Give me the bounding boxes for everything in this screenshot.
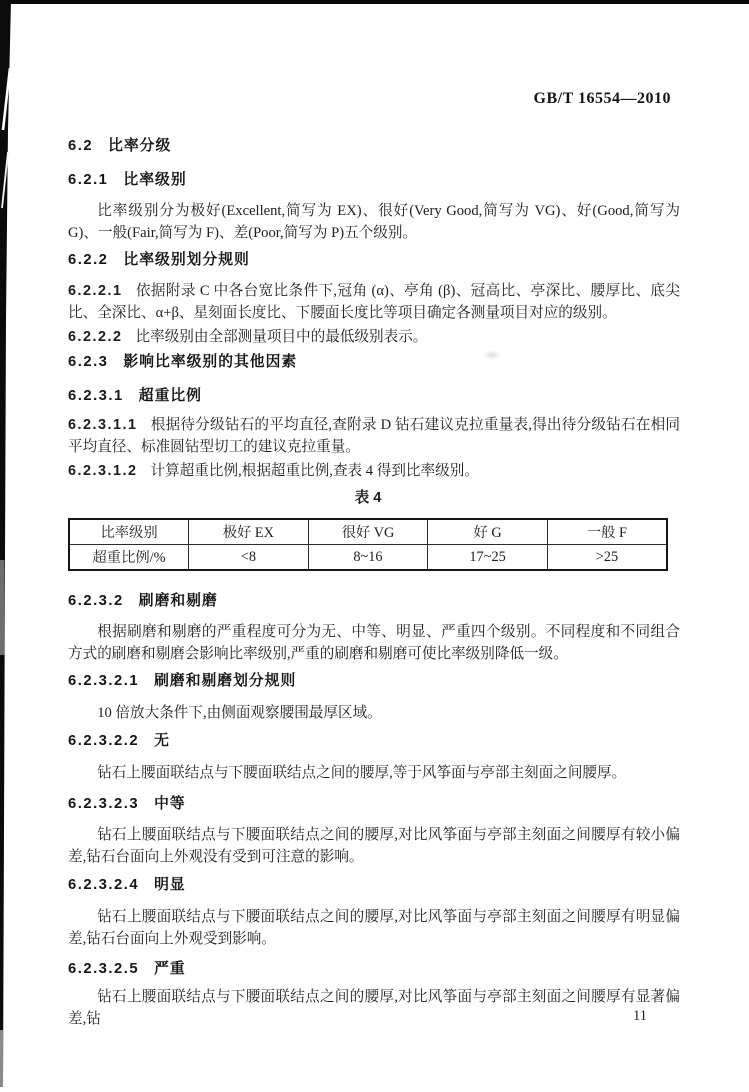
scan-edge-left xyxy=(0,0,14,1087)
heading-6-2-3-2-3 xyxy=(68,796,680,813)
clause-text: 比率级别由全部测量项目中的最低级别表示。 xyxy=(135,329,428,345)
heading-title: 中等 xyxy=(154,796,186,812)
scan-edge-top xyxy=(0,0,749,4)
clause-number: 6.2.2.1 xyxy=(68,283,123,299)
table-header-cell: 极好 EX xyxy=(189,519,309,545)
table-cell: <8 xyxy=(189,545,309,571)
heading-6-2-2 xyxy=(68,252,680,269)
table-header-cell: 比率级别 xyxy=(69,519,189,545)
clause-6-2-3-1-1 xyxy=(68,414,680,458)
overweight-ratio-table xyxy=(68,518,668,571)
heading-number: 6.2.2 xyxy=(68,252,109,268)
heading-6-2-3-2-1 xyxy=(68,673,680,690)
heading-number: 6.2.3.2.3 xyxy=(68,796,140,812)
table-caption: 表 4 xyxy=(354,490,382,506)
heading-6-2-3-2-5 xyxy=(68,961,680,978)
heading-6-2-3-1 xyxy=(68,388,680,405)
heading-number: 6.2.3.2.2 xyxy=(68,733,140,749)
paragraph-severe-level: 钻石上腰面联结点与下腰面联结点之间的腰厚,对比风筝面与亭部主刻面之间腰厚有显著偏差,钻 xyxy=(68,989,680,1027)
table-header-cell: 一般 F xyxy=(547,519,667,545)
clause-6-2-3-1-2 xyxy=(68,460,680,482)
heading-6-2-3 xyxy=(68,354,680,371)
clause-6-2-2-2 xyxy=(68,326,680,348)
heading-title: 比率分级 xyxy=(108,138,172,154)
table-header-row xyxy=(69,519,667,545)
page-number: 11 xyxy=(633,1008,647,1024)
heading-number: 6.2.3.1 xyxy=(68,388,124,404)
heading-6-2-3-2-4 xyxy=(68,877,680,894)
heading-title: 影响比率级别的其他因素 xyxy=(123,354,298,370)
heading-6-2-1 xyxy=(68,172,680,189)
heading-title: 无 xyxy=(154,733,170,749)
paragraph-ratio-levels: 比率级别分为极好(Excellent,简写为 EX)、很好(Very Good,简写为 VG)、好(Good,简写为 G)、一般(Fair,简写为 F)、差(Poor,简写为 P)五个级别。 xyxy=(68,203,680,241)
page-content xyxy=(68,138,680,1030)
heading-number: 6.2.1 xyxy=(68,172,109,188)
heading-title: 比率级别划分规则 xyxy=(123,252,250,268)
table-row xyxy=(69,545,667,571)
table-cell: 超重比例/% xyxy=(69,545,189,571)
document-number: GB/T 16554—2010 xyxy=(533,90,671,107)
clause-number: 6.2.3.1.1 xyxy=(68,417,138,433)
clause-text: 依据附录 C 中各台宽比条件下,冠角 (α)、亭角 (β)、冠高比、亭深比、腰厚比、底尖比、全深比、α+β、星刻面长度比、下腰面长度比等项目确定各测量项目对应的级别。 xyxy=(68,283,680,321)
clause-number: 6.2.3.1.2 xyxy=(68,463,138,479)
scan-edge-left-shape xyxy=(0,0,14,1087)
heading-number: 6.2.3.2.1 xyxy=(68,673,140,689)
clause-text: 计算超重比例,根据超重比例,查表 4 得到比率级别。 xyxy=(150,463,479,479)
heading-title: 比率级别 xyxy=(123,172,187,188)
paragraph-medium-level: 钻石上腰面联结点与下腰面联结点之间的腰厚,对比风筝面与亭部主刻面之间腰厚有较小偏差,钻石台面向上外观没有受到可注意的影响。 xyxy=(68,827,680,865)
table-header-cell: 好 G xyxy=(428,519,548,545)
heading-title: 超重比例 xyxy=(138,388,202,404)
table-cell: >25 xyxy=(547,545,667,571)
clause-number: 6.2.2.2 xyxy=(68,329,123,345)
paragraph-obvious-level: 钻石上腰面联结点与下腰面联结点之间的腰厚,对比风筝面与亭部主刻面之间腰厚有明显偏差,钻石台面向上外观受到影响。 xyxy=(68,909,680,947)
paragraph-observation-rule: 10 倍放大条件下,由侧面观察腰围最厚区域。 xyxy=(97,705,382,721)
heading-6-2-3-2 xyxy=(68,593,680,610)
paragraph-none-level: 钻石上腰面联结点与下腰面联结点之间的腰厚,等于风筝面与亭部主刻面之间腰厚。 xyxy=(97,765,627,781)
heading-title: 刷磨和剔磨划分规则 xyxy=(154,673,297,689)
heading-number: 6.2 xyxy=(68,138,94,154)
heading-title: 明显 xyxy=(154,877,186,893)
paragraph-brush-polish: 根据刷磨和剔磨的严重程度可分为无、中等、明显、严重四个级别。不同程度和不同组合方式的刷磨和剔磨会影响比率级别,严重的刷磨和剔磨可使比率级别降低一级。 xyxy=(68,624,680,662)
clause-6-2-2-1 xyxy=(68,280,680,324)
heading-6-2 xyxy=(68,138,680,155)
clause-text: 根据待分级钻石的平均直径,查附录 D 钻石建议克拉重量表,得出待分级钻石在相同平均直径、标准圆钻型切工的建议克拉重量。 xyxy=(68,417,680,455)
heading-title: 刷磨和剔磨 xyxy=(138,593,218,609)
table-cell: 8~16 xyxy=(308,545,428,571)
heading-title: 严重 xyxy=(154,961,186,977)
heading-number: 6.2.3.2 xyxy=(68,593,124,609)
heading-number: 6.2.3.2.5 xyxy=(68,961,140,977)
heading-6-2-3-2-2 xyxy=(68,733,680,750)
heading-number: 6.2.3 xyxy=(68,354,109,370)
heading-number: 6.2.3.2.4 xyxy=(68,877,140,893)
table-cell: 17~25 xyxy=(428,545,548,571)
table-header-cell: 很好 VG xyxy=(308,519,428,545)
